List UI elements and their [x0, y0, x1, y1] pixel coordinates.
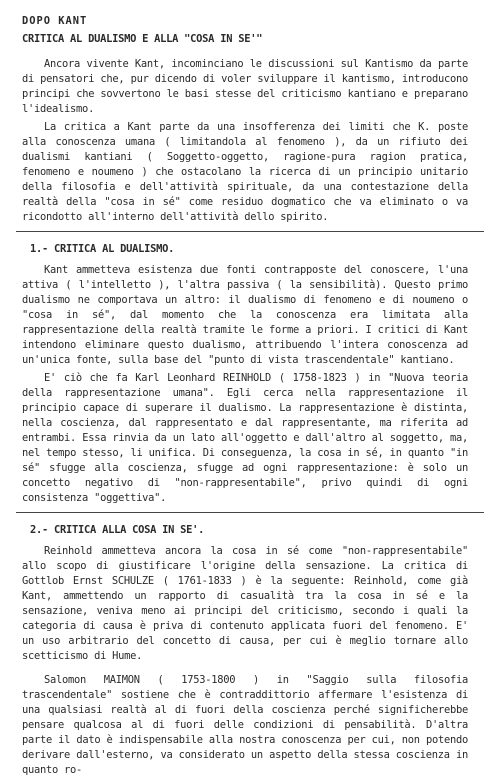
section-2-paragraph-1: Reinhold ammetteva ancora la cosa in sé come "non-rappresentabile" allo scopo di giustificare l'origine della sensazione. La critica di Gottlob Ernst SCHULZE ( 1761-1833 ) è la seguente: Reinhold, come già Kant, ammettendo un rapporto di casualità tra la cosa in sé e la sensazione, veniva meno ai principi del criticismo, secondo i quali la categoria di causa è priva di contenuto applicata fuori del fenomeno. E' un uso arbitrario del concetto di causa, per cui è meglio tornare allo scetticismo di Hume.	[22, 545, 468, 662]
page-header: DOPO KANT	[22, 15, 88, 27]
intro-paragraph-1: Ancora vivente Kant, incominciano le discussioni sul Kantismo da parte di pensatori che, pur dicendo di voler sviluppare il kantismo, introducono principi che sovvertono le basi stesse del criticismo kantiano e preparano l'idealismo.	[22, 58, 468, 115]
section-divider	[16, 512, 484, 513]
section-2-paragraph-2: Salomon MAIMON ( 1753-1800 ) in "Saggio sulla filosofia trascendentale" sostiene che è contraddittorio affermare l'esistenza di una qualsiasi realtà al di fuori della coscienza perché significherebbe pensare qualcosa al di fuori delle condizioni di pensabilità. D'altra parte il dato è indispensabile alla nostra conoscenza per cui, non potendo derivare dall'esterno, va considerato un aspetto della stessa coscienza in quanto ro-	[22, 674, 468, 776]
section-1-paragraph-2: E' ciò che fa Karl Leonhard REINHOLD ( 1758-1823 ) in "Nuova teoria della rappresentazione umana". Egli cerca nella rappresentazione il principio capace di superare il dualismo. La rappresentazione è distinta, nella coscienza, dal rappresentato e dal rappresentante, ma riferita ad entrambi. Essa rinvia da un lato all'oggetto e dall'altro al soggetto, ma, nel tempo stesso, li unifica. Di conseguenza, la cosa in sé, in quanto "in sé" sfugge alla coscienza, sfugge ad ogni rappresentazione: è solo un concetto negativo di "non-rappresentabile", privo quindi di ogni consistenza "oggettiva".	[22, 372, 468, 504]
section-2-heading: 2.- CRITICA ALLA COSA IN SE'.	[30, 524, 205, 536]
page-title: CRITICA AL DUALISMO E ALLA "COSA IN SE'"	[22, 33, 263, 45]
section-divider	[16, 231, 484, 232]
intro-paragraph-2: La critica a Kant parte da una insofferenza dei limiti che K. poste alla conoscenza umana ( limitandola al fenomeno ), da un rifiuto dei dualismi kantiani ( Soggetto-oggetto, ragione-pura ragion pratica, fenomeno e noumeno ) che ostacolano la ricerca di un principio unitario della filosofia e dell'attività spirituale, da una contestazione della realtà della "cosa in sé" come residuo dogmatico che va eliminato o va ricondotto all'interno dell'attività dello spirito.	[22, 121, 468, 223]
section-1-heading: 1.- CRITICA AL DUALISMO.	[30, 243, 175, 255]
section-1-paragraph-1: Kant ammetteva esistenza due fonti contrapposte del conoscere, l'una attiva ( l'intelletto ), l'altra passiva ( la sensibilità). Questo primo dualismo ne comportava un altro: il dualismo di fenomeno e di noumeno o "cosa in sé", dal momento che la conoscenza era limitata alla rappresentazione della realtà tramite le forme a priori. I critici di Kant intendono eliminare questo dualismo, attribuendo l'intera conoscenza ad un'unica fonte, sulla base del "punto di vista trascendentale" kantiano.	[22, 264, 468, 366]
